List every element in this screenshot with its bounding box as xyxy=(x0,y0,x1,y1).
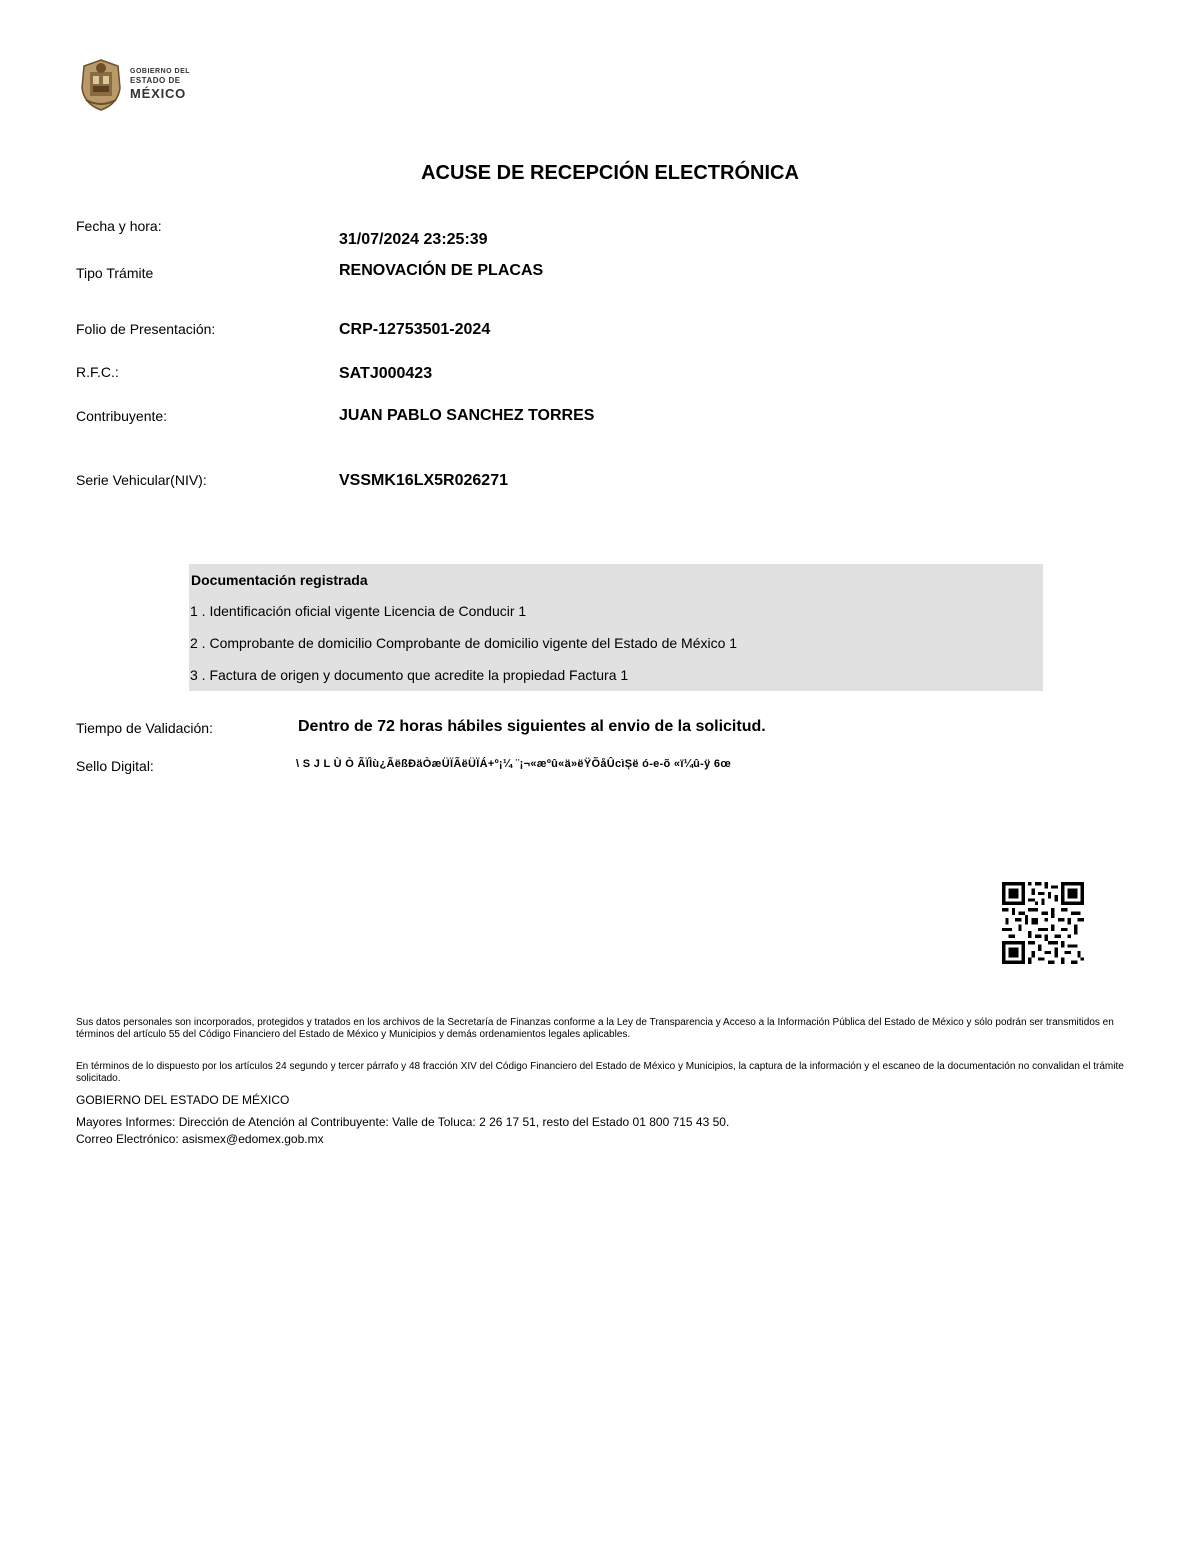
contribuyente-value: JUAN PABLO SANCHEZ TORRES xyxy=(339,407,595,424)
footer-government: GOBIERNO DEL ESTADO DE MÉXICO xyxy=(76,1093,290,1107)
contribuyente-label: Contribuyente: xyxy=(76,408,168,424)
sello-value: \ S J L Ù Ò ÃÏÌù¿ÃëßÐäÒæÜÏÃëÜÏÁ+º¡¼ ¨¡¬«æºû«ä»ëŸÕåÛcìȘë ó-e-õ «ï¼û-ÿ 6œ xyxy=(296,758,732,770)
fecha-value: 31/07/2024 23:25:39 xyxy=(339,231,488,248)
validation-label: Tiempo de Validación: xyxy=(76,720,213,736)
state-seal-icon xyxy=(78,58,124,112)
rfc-label: R.F.C.: xyxy=(76,364,119,380)
folio-value: CRP-12753501-2024 xyxy=(339,321,491,338)
serie-vehicular-label: Serie Vehicular(NIV): xyxy=(76,472,207,488)
qr-code-icon xyxy=(1002,882,1084,964)
serie-vehicular-value: VSSMK16LX5R026271 xyxy=(339,472,508,489)
legal-notice: En términos de lo dispuesto por los artículos 24 segundo y tercer párrafo y 48 fracción XIV del Código Financiero del Estado de México y Municipios, la captura de la información y el escaneo de la documentación no convalidan el trámite solicitado. xyxy=(76,1061,1124,1084)
rfc-value: SATJ000423 xyxy=(339,365,433,382)
fecha-label: Fecha y hora: xyxy=(76,218,162,234)
validation-value: Dentro de 72 horas hábiles siguientes al envio de la solicitud. xyxy=(298,718,766,735)
document-item: 2 . Comprobante de domicilio Comprobante de domicilio vigente del Estado de México 1 xyxy=(190,635,738,651)
privacy-notice: Sus datos personales son incorporados, protegidos y tratados en los archivos de la Secretaría de Finanzas conforme a la Ley de Transparencia y Acceso a la Información Pública del Estado de México y sólo podrán ser transmitidos en términos del artículo 55 del Código Financiero del Estado de México y Municipios y demás ordenamientos legales aplicables. xyxy=(76,1017,1114,1040)
logo-line-3: MÉXICO xyxy=(130,86,187,101)
tipo-tramite-value: RENOVACIÓN DE PLACAS xyxy=(339,262,544,279)
footer-email: Correo Electrónico: asismex@edomex.gob.mx xyxy=(76,1132,324,1146)
documents-title: Documentación registrada xyxy=(191,572,368,588)
document-item: 1 . Identificación oficial vigente Licencia de Conducir 1 xyxy=(190,603,527,619)
documents-box xyxy=(189,564,1043,691)
sello-label: Sello Digital: xyxy=(76,758,154,774)
folio-label: Folio de Presentación: xyxy=(76,321,216,337)
tipo-tramite-label: Tipo Trámite xyxy=(76,265,154,281)
logo-line-2: ESTADO DE xyxy=(130,76,181,85)
page-title: ACUSE DE RECEPCIÓN ELECTRÓNICA xyxy=(421,162,799,184)
footer-info: Mayores Informes: Dirección de Atención al Contribuyente: Valle de Toluca: 2 26 17 51, resto del Estado 01 800 715 43 50. xyxy=(76,1115,730,1129)
document-item: 3 . Factura de origen y documento que acredite la propiedad Factura 1 xyxy=(190,667,629,683)
logo-line-1: GOBIERNO DEL xyxy=(130,68,191,75)
government-logo xyxy=(78,58,198,114)
